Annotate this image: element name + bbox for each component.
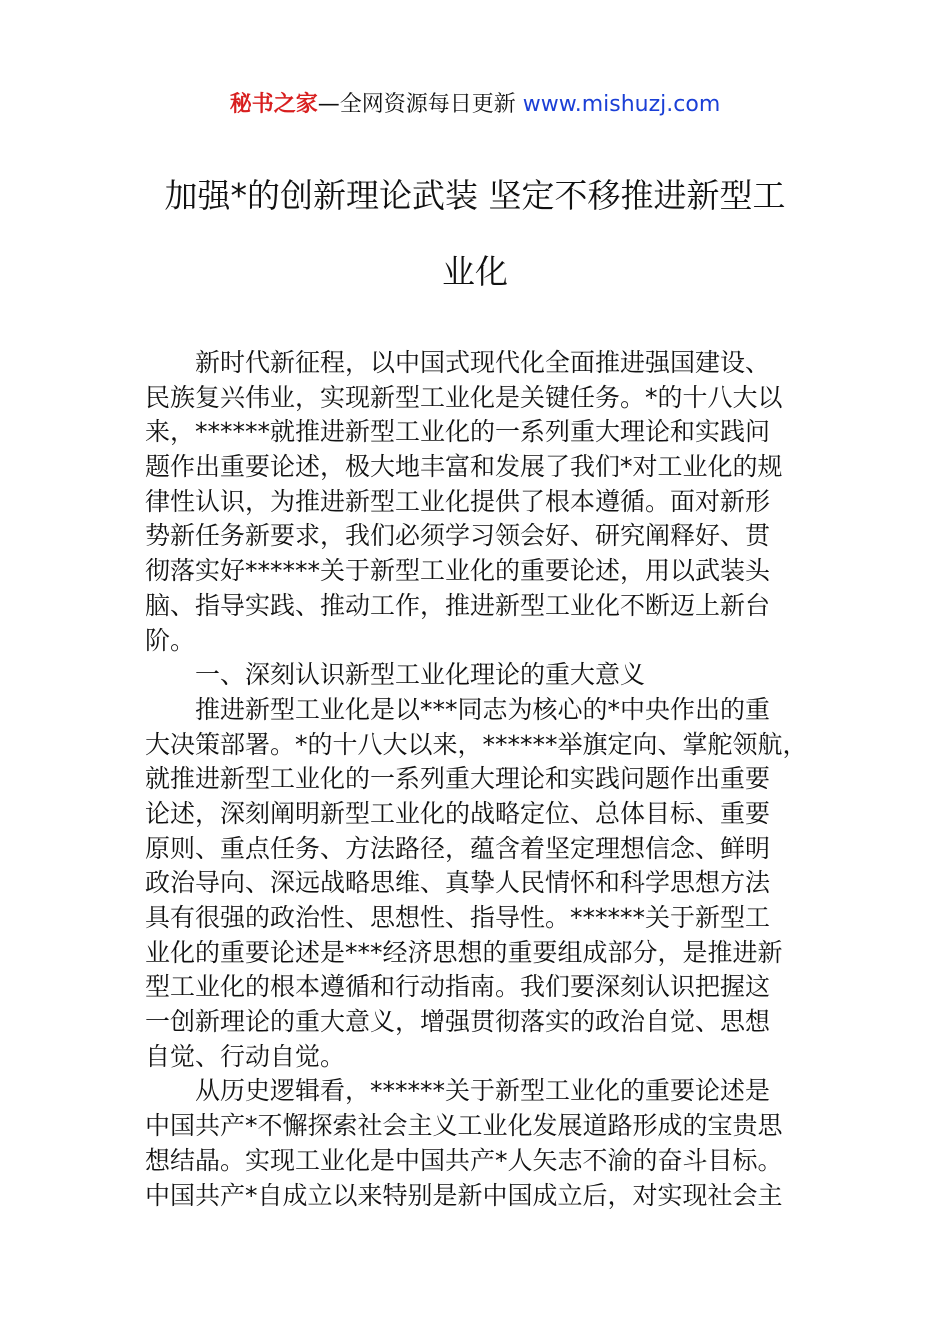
body-line: 想结晶。实现工业化是中国共产*人矢志不渝的奋斗目标。 [145,1145,783,1175]
body-line: 就推进新型工业化的一系列重大理论和实践问题作出重要 [145,764,771,794]
body-line: 具有很强的政治性、思想性、指导性。******关于新型工 [145,903,771,932]
body-line: 阶。 [145,625,196,655]
body-line: 民族复兴伟业，实现新型工业化是关键任务。*的十八大以 [145,382,783,412]
body-line: 一创新理论的重大意义，增强贯彻落实的政治自觉、思想 [145,1007,771,1037]
body-line: 势新任务新要求，我们必须学习领会好、研究阐释好、贯 [145,521,771,551]
body-line: 论述，深刻阐明新型工业化的战略定位、总体目标、重要 [145,798,771,828]
body-line: 律性认识，为推进新型工业化提供了根本遵循。面对新形 [145,486,771,516]
title-line-1: 加强*的创新理论武装 坚定不移推进新型工 [164,176,786,215]
site-header [0,88,950,122]
title-line-2: 业化 [442,252,508,291]
body-line: 彻落实好******关于新型工业化的重要论述，用以武装头 [145,556,771,586]
body-line: 政治导向、深远战略思维、真挚人民情怀和科学思想方法 [145,868,771,898]
body-line: 原则、重点任务、方法路径，蕴含着坚定理想信念、鲜明 [145,833,771,863]
site-tagline: —全网资源每日更新 [317,92,523,117]
body-line: 自觉、行动自觉。 [145,1041,346,1071]
document-title [140,158,810,310]
body-line: 中国共产*不懈探索社会主义工业化发展道路形成的宝贵思 [145,1111,783,1141]
document-body [145,346,807,1213]
body-line: 新时代新征程，以中国式现代化全面推进强国建设、 [195,348,771,377]
site-brand: 秘书之家 [229,92,318,117]
body-line: 来，******就推进新型工业化的一系列重大理论和实践问 [145,417,771,447]
section-heading: 一、深刻认识新型工业化理论的重大意义 [195,660,646,690]
body-line: 大决策部署。*的十八大以来，******举旗定向、掌舵领航， [145,729,808,759]
body-line: 中国共产*自成立以来特别是新中国成立后，对实现社会主 [145,1180,783,1210]
body-line: 型工业化的根本遵循和行动指南。我们要深刻认识把握这 [145,972,771,1002]
body-line: 题作出重要论述，极大地丰富和发展了我们*对工业化的规 [145,452,783,482]
body-line: 脑、指导实践、推动工作，推进新型工业化不断迈上新台 [145,590,771,620]
body-line: 从历史逻辑看，******关于新型工业化的重要论述是 [195,1076,771,1106]
site-url-link[interactable]: www.mishuzj.com [522,92,721,117]
body-line: 业化的重要论述是***经济思想的重要组成部分，是推进新 [145,937,783,967]
body-line: 推进新型工业化是以***同志为核心的*中央作出的重 [195,694,771,724]
